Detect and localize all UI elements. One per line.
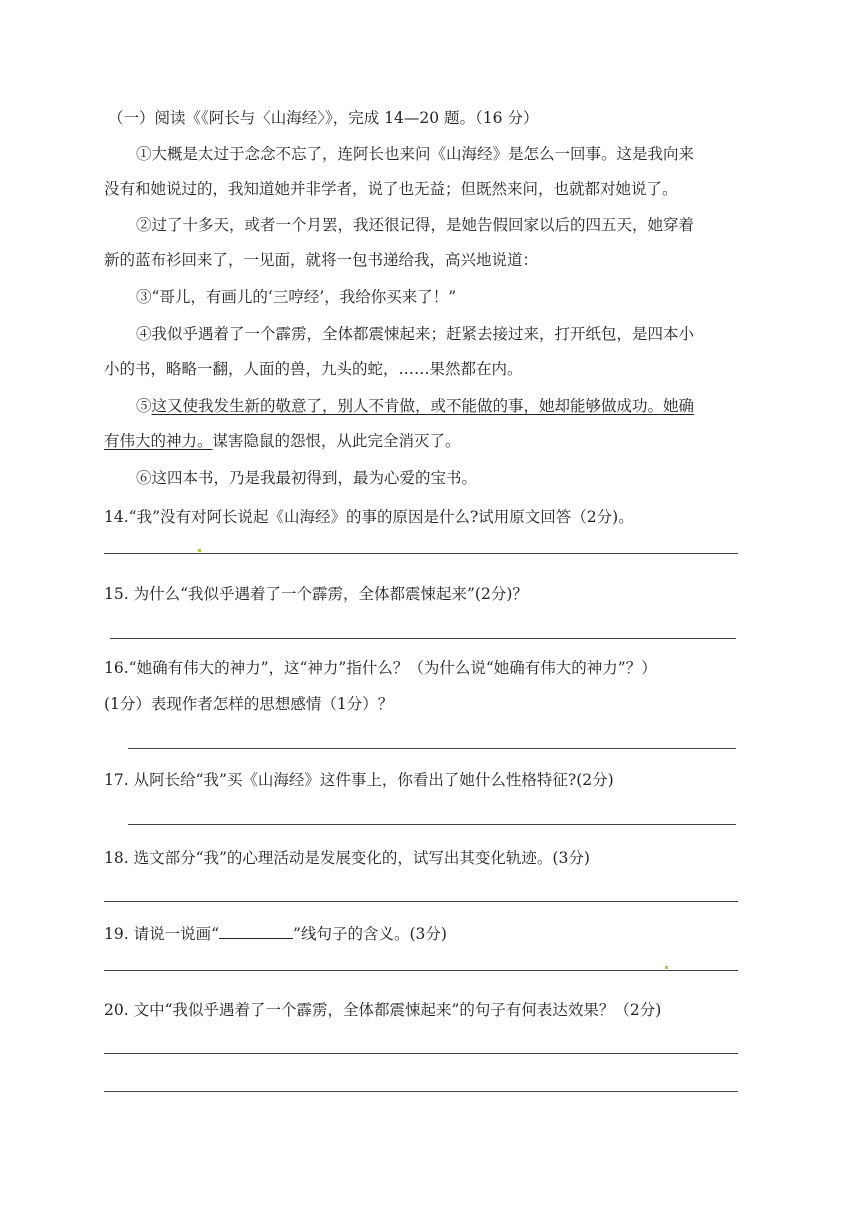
question-14: 14.“我”没有对阿长说起《山海经》的事的原因是什么?试用原文回答（2分)。 [104,508,634,526]
passage-p2-line2: 新的蓝布衫回来了，一见面，就将一包书递给我，高兴地说道： [104,251,539,269]
passage-p3: ③“哥儿，有画儿的‘三哼经’，我给你买来了！” [136,288,457,306]
passage-p1-line1: ①大概是太过于念念不忘了，连阿长也来问《山海经》是怎么一回事。这是我向来 [136,145,695,163]
underlined-sentence-part2: 有伟大的神力。 [104,432,213,450]
answer-line-17[interactable] [128,824,736,825]
answer-line-18[interactable] [104,901,738,902]
stray-dot [665,966,668,969]
question-16-line2: (1分）表现作者怎样的思想感情（1分）？ [104,695,394,713]
passage-p2-line1: ②过了十多天，或者一个月罢，我还很记得，是她告假回家以后的四五天，她穿着 [136,216,695,234]
underline-blank [219,924,293,939]
question-19-before: 19. 请说一说画“ [104,925,220,943]
passage-p5-rest: 谋害隐鼠的怨恨，从此完全消灭了。 [212,432,461,450]
passage-p5-number: ⑤ [136,397,152,415]
passage-p6: ⑥这四本书，乃是我最初得到，最为心爱的宝书。 [136,469,478,487]
question-20: 20. 文中“我似乎遇着了一个霹雳，全体都震悚起来”的句子有何表达效果？（2分) [104,1001,662,1019]
answer-line-19[interactable] [104,970,738,971]
question-18: 18. 选文部分“我”的心理活动是发展变化的，试写出其变化轨迹。(3分) [104,849,590,867]
underlined-sentence-part1: 这又使我发生新的敬意了，别人不肯做，或不能做的事，她却能够做成功。她确 [151,397,695,415]
passage-p1-line2: 没有和她说过的，我知道她并非学者，说了也无益；但既然来问，也就都对她说了。 [104,180,678,198]
question-15: 15. 为什么“我似乎遇着了一个霹雳，全体都震悚起来”(2分)？ [104,585,528,603]
answer-line-15[interactable] [110,638,736,639]
answer-line-16[interactable] [128,748,736,749]
passage-p4-line1: ④我似乎遇着了一个霹雳，全体都震悚起来；赶紧去接过来，打开纸包，是四本小 [136,325,695,343]
passage-p4-line2: 小的书，略略一翻，人面的兽，九头的蛇，……果然都在内。 [104,360,523,378]
answer-line-20a[interactable] [104,1053,738,1054]
heading: （一）阅读《《阿长与〈山海经〉》，完成 14—20 题。（16 分） [108,109,539,127]
passage-p5-line2 [104,431,461,451]
passage-p5-line1 [136,396,694,416]
answer-line-20b[interactable] [104,1091,738,1092]
question-19-after: ”线句子的含义。(3分) [293,925,447,943]
stray-dot [198,549,201,552]
question-19 [104,924,447,944]
question-17: 17. 从阿长给“我”买《山海经》这件事上，你看出了她什么性格特征?(2分) [104,771,614,789]
answer-line-14[interactable] [104,553,738,554]
question-16-line1: 16.“她确有伟大的神力”，这“神力”指什么？（为什么说“她确有伟大的神力”？） [104,659,657,677]
